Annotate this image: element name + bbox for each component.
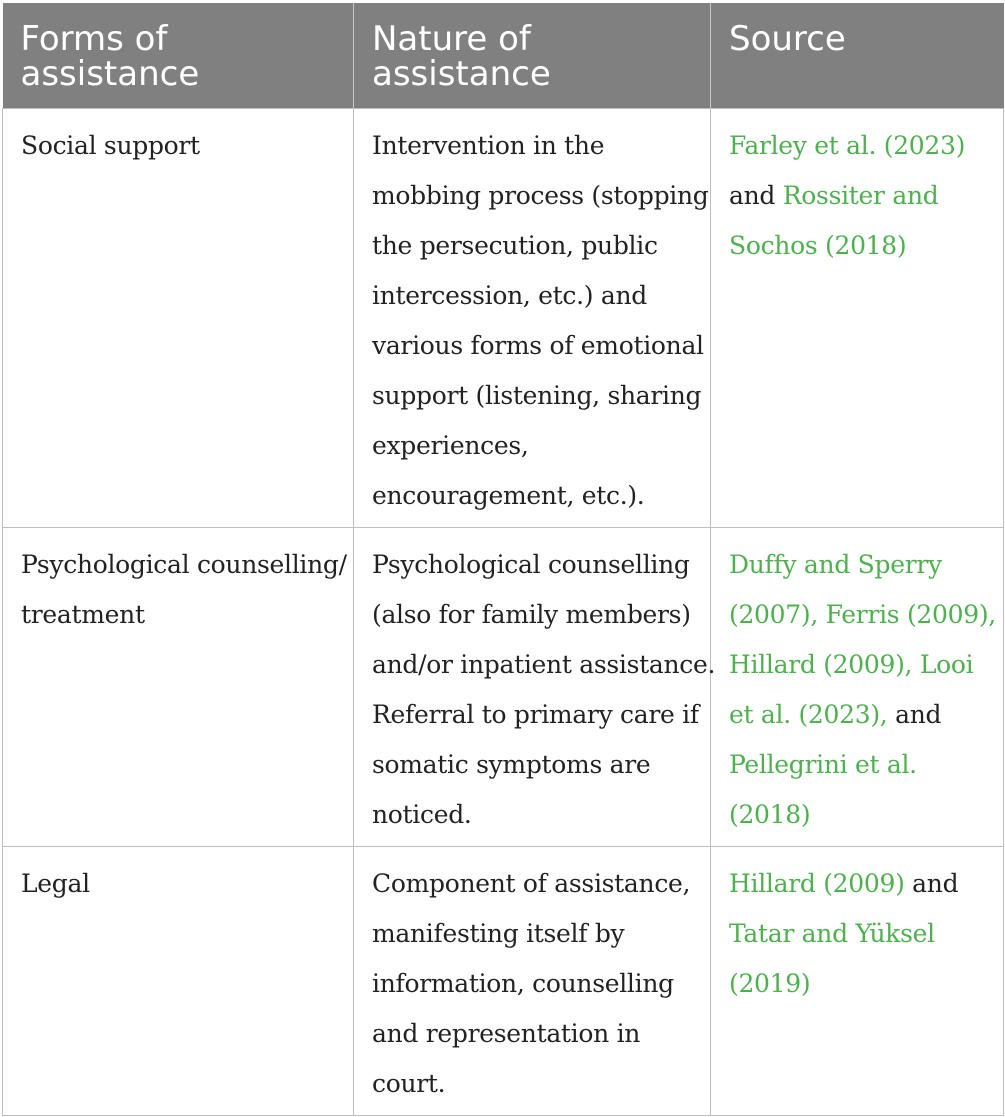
nature-line: the persecution, public (372, 231, 658, 260)
source-connector: and (729, 181, 783, 210)
nature-line: intercession, etc.) and (372, 281, 647, 310)
table-row (3, 528, 1004, 847)
nature-line: somatic symptoms are (372, 750, 651, 779)
cell-nature (354, 528, 716, 847)
form-text: Legal (21, 869, 90, 898)
header-source-label: Source (729, 19, 846, 59)
nature-line: support (listening, sharing (372, 381, 702, 410)
table-body (3, 109, 1004, 1116)
source-line (729, 959, 985, 1009)
cell-source (711, 528, 1004, 847)
cell-form (3, 109, 354, 528)
source-connector: and (887, 700, 942, 729)
nature-line: Referral to primary care if (372, 700, 699, 729)
source-line (729, 590, 996, 640)
nature-line: information, counselling (372, 969, 674, 998)
header-row (3, 3, 1004, 109)
nature-line: Psychological counselling (372, 550, 690, 579)
nature-line: Component of assistance, (372, 869, 691, 898)
nature-line: manifesting itself by (372, 919, 625, 948)
source-line (729, 740, 985, 790)
citation-link[interactable]: Rossiter and (782, 181, 939, 210)
citation-link[interactable]: Hillard (2009) (729, 869, 905, 898)
citation-link[interactable]: Sochos (2018) (729, 231, 907, 260)
citation-link[interactable]: (2007), Ferris (2009), (729, 600, 996, 629)
cell-source (711, 109, 1004, 528)
form-text: Social support (21, 131, 200, 160)
cell-source (711, 847, 1004, 1116)
citation-link[interactable]: Pellegrini et al. (729, 750, 917, 779)
header-forms-line1: Forms of (20, 19, 168, 59)
source-line (729, 640, 985, 690)
table-header (3, 3, 1004, 109)
nature-line: court. (372, 1069, 446, 1098)
assistance-table (2, 3, 1004, 1116)
header-nature-line1: Nature of (372, 19, 531, 59)
citation-link[interactable]: et al. (2023), (729, 700, 888, 729)
source-line (729, 171, 985, 221)
citation-link[interactable]: Tatar and Yüksel (729, 919, 935, 948)
source-line (729, 690, 985, 740)
citation-link[interactable]: Hillard (2009), Looi (729, 650, 974, 679)
table-row (3, 109, 1004, 528)
cell-form (3, 847, 354, 1116)
citation-link[interactable]: Farley et al. (2023) (729, 131, 966, 160)
header-nature-line2: assistance (372, 54, 551, 94)
source-line (729, 790, 985, 840)
nature-line: mobbing process (stopping (372, 181, 709, 210)
source-line (729, 540, 985, 590)
header-nature-of-assistance (354, 3, 711, 109)
citation-link[interactable]: (2018) (729, 800, 811, 829)
source-line (729, 909, 985, 959)
source-line (729, 859, 985, 909)
nature-line: and/or inpatient assistance. (372, 650, 716, 679)
header-forms-line2: assistance (20, 54, 200, 94)
form-text: treatment (21, 600, 145, 629)
source-connector: and (904, 869, 959, 898)
header-source (711, 3, 1004, 109)
citation-link[interactable]: Duffy and Sperry (729, 550, 942, 579)
header-forms-of-assistance (3, 3, 354, 109)
citation-link[interactable]: (2019) (729, 969, 811, 998)
cell-nature (354, 109, 711, 528)
nature-line: encouragement, etc.). (372, 481, 645, 510)
nature-line: and representation in (372, 1019, 641, 1048)
source-line (729, 221, 985, 271)
cell-nature (354, 847, 711, 1116)
nature-line: noticed. (372, 800, 472, 829)
cell-form (3, 528, 354, 847)
form-text: Psychological counselling/ (21, 550, 347, 579)
table-row (3, 847, 1004, 1116)
source-line (729, 121, 985, 171)
nature-line: experiences, (372, 431, 529, 460)
nature-line: Intervention in the (372, 131, 605, 160)
nature-line: (also for family members) (372, 600, 691, 629)
nature-line: various forms of emotional (372, 331, 704, 360)
